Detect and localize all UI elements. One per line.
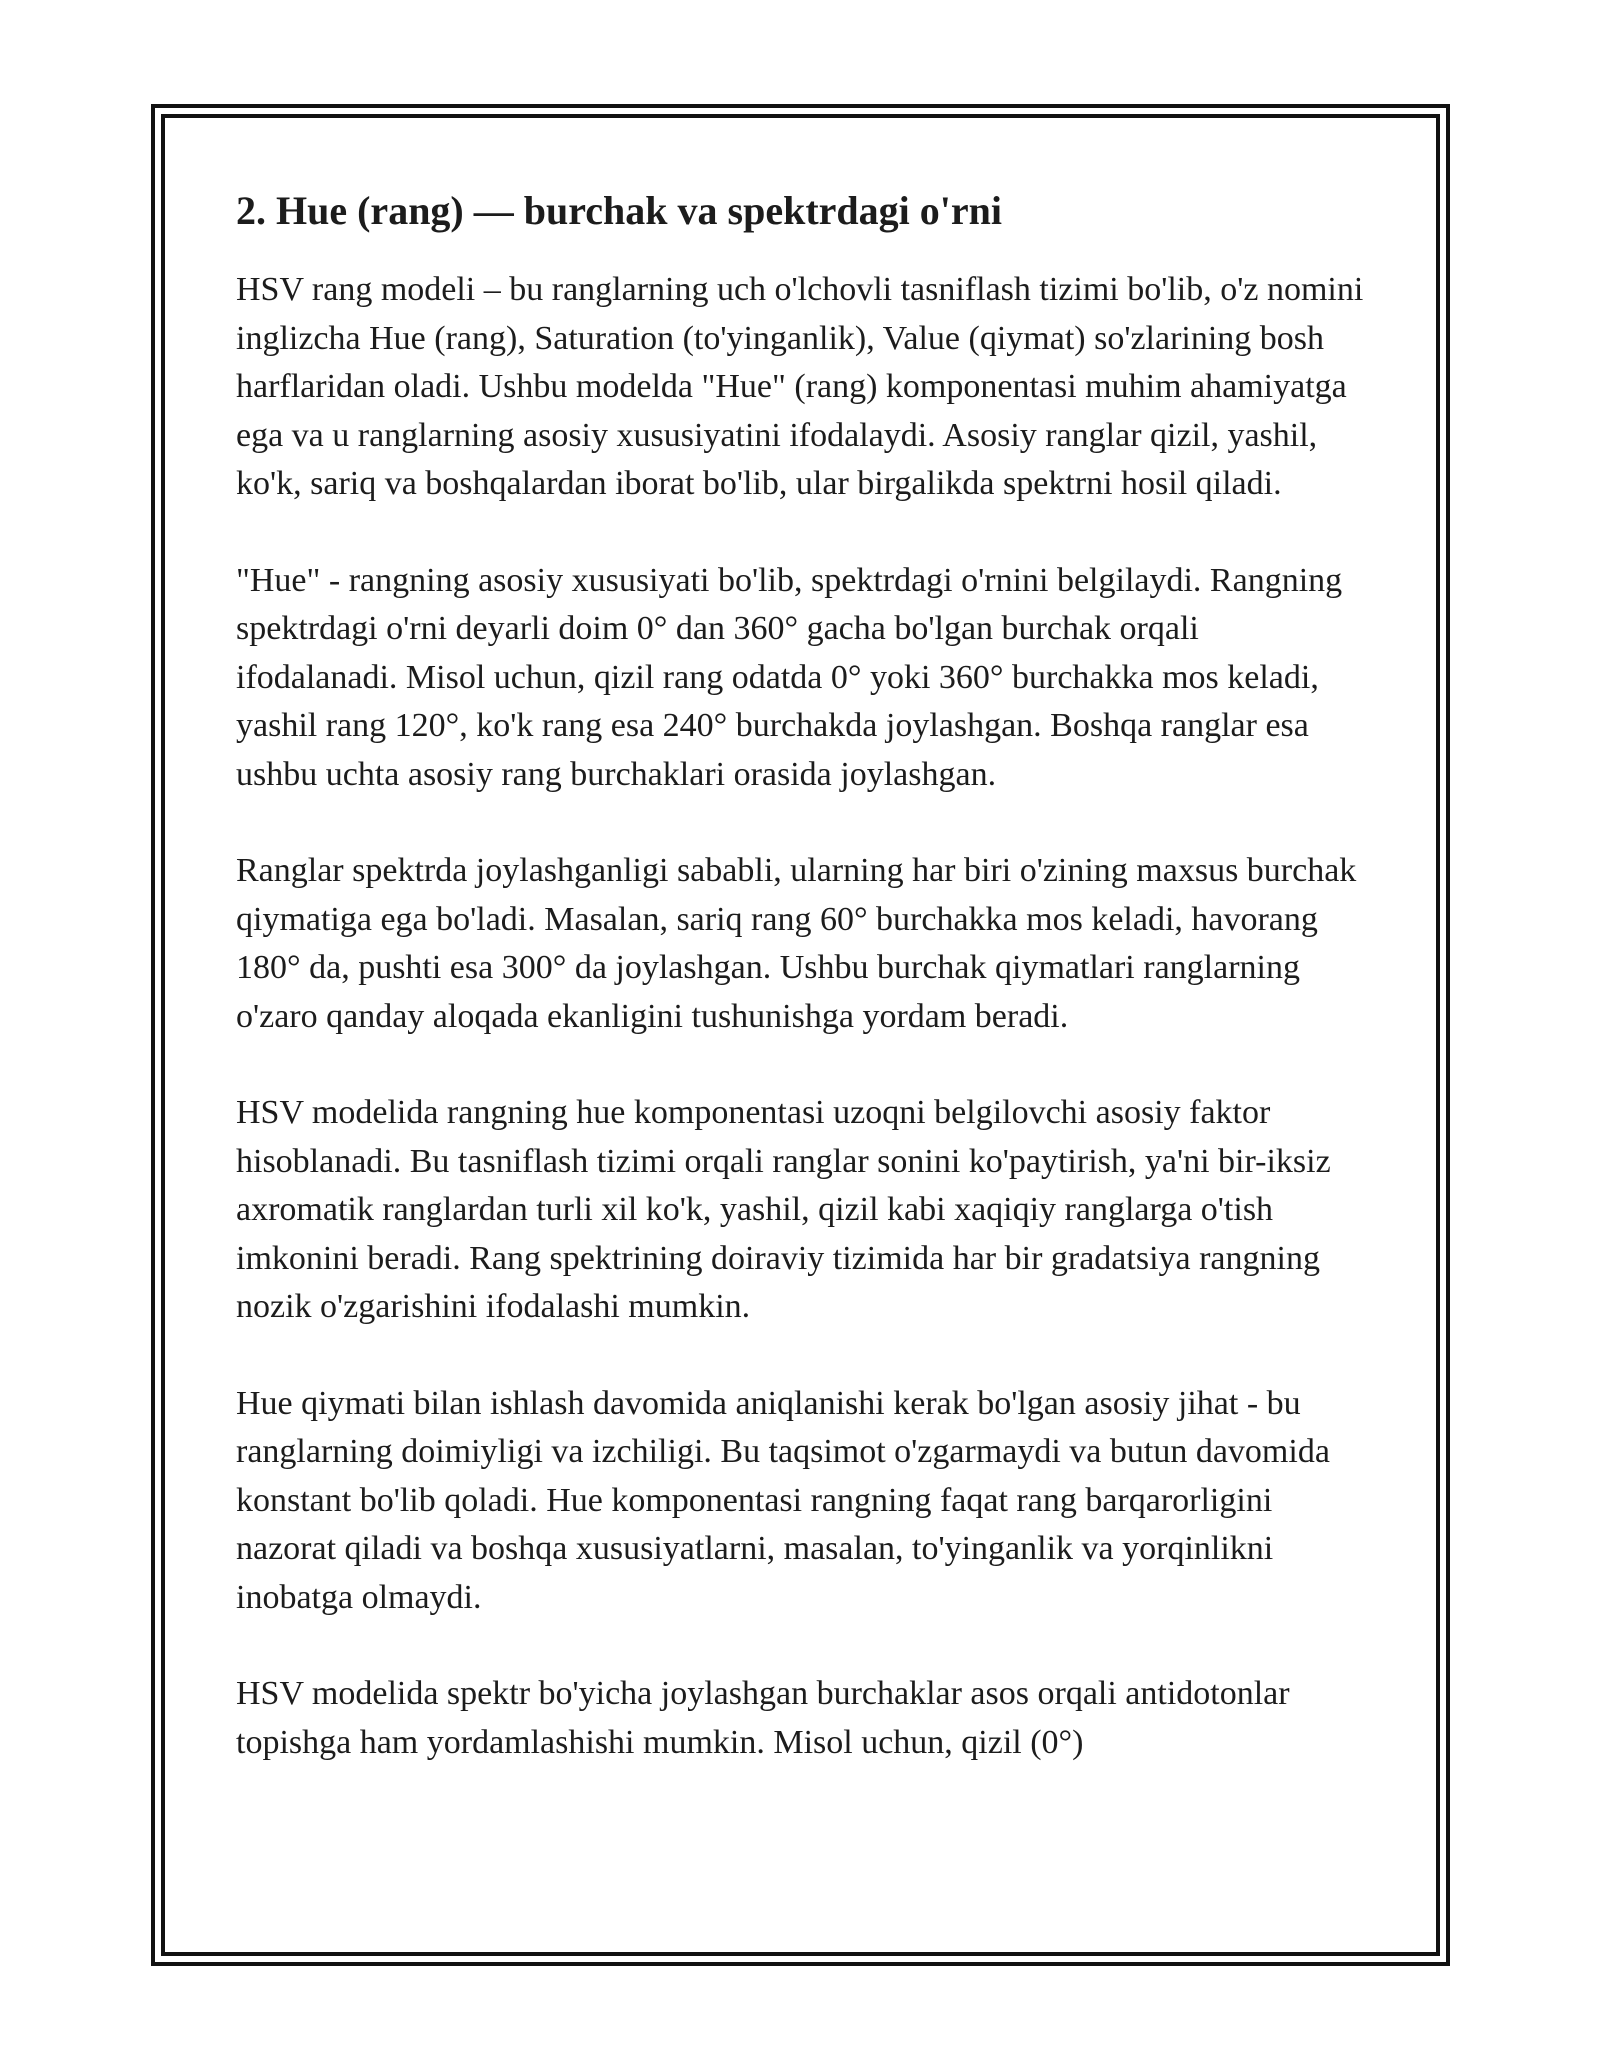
section-heading: 2. Hue (rang) — burchak va spektrdagi o'rni (236, 188, 1002, 233)
paragraph-6: HSV modelida spektr bo'yicha joylashgan burchaklar asos orqali antidotonlar topishga ham yordamlashishi mumkin. Misol uchun, qizil (0°) (236, 1675, 1290, 1761)
paragraph-3: Ranglar spektrda joylashganligi sababli, ularning har biri o'zining maxsus burchak qiymatiga ega bo'ladi. Masalan, sariq rang 60° burchakka mos keladi, havorang 180° da, pushti esa 300° da joylashgan. Ushbu burchak qiymatlari ranglarning o'zaro qanday aloqada ekanligini tushunishga yordam beradi. (236, 852, 1357, 1035)
paragraph-5: Hue qiymati bilan ishlash davomida aniqlanishi kerak bo'lgan asosiy jihat - bu ranglarning doimiyligi va izchiligi. Bu taqsimot o'zgarmaydi va butun davomida konstant bo'lib qoladi. Hue komponentasi rangning faqat rang barqarorligini nazorat qiladi va boshqa xususiyatlarni, masalan, to'yinganlik va yorqinlikni inobatga olmaydi. (236, 1384, 1330, 1616)
paragraph-4: HSV modelida rangning hue komponentasi uzoqni belgilovchi asosiy faktor hisoblanadi. Bu tasniflash tizimi orqali ranglar sonini ko'paytirish, ya'ni bir-iksiz axromatik ranglardan turli xil ko'k, yashil, qizil kabi xaqiqiy ranglarga o'tish imkonini beradi. Rang spektrining doiraviy tizimida har bir gradatsiya rangning nozik o'zgarishini ifodalashi mumkin. (236, 1094, 1331, 1325)
paragraph-1: HSV rang modeli – bu ranglarning uch o'lchovli tasniflash tizimi bo'lib, o'z nomini inglizcha Hue (rang), Saturation (to'yinganlik), Value (qiymat) so'zlarining bosh harflaridan oladi. Ushbu modelda "Hue" (rang) komponentasi muhim ahamiyatga ega va u ranglarning asosiy xususiyatini ifodalaydi. Asosiy ranglar qizil, yashil, ko'k, sariq va boshqalardan iborat bo'lib, ular birgalikda spektrni hosil qiladi. (236, 271, 1364, 502)
document-body (236, 186, 1366, 1815)
paragraph-2: "Hue" - rangning asosiy xususiyati bo'lib, spektrdagi o'rnini belgilaydi. Rangning spektrdagi o'rni deyarli doim 0° dan 360° gacha bo'lgan burchak orqali ifodalanadi. Misol uchun, qizil rang odatda 0° yoki 360° burchakka mos keladi, yashil rang 120°, ko'k rang esa 240° burchakda joylashgan. Boshqa ranglar esa ushbu uchta asosiy rang burchaklari orasida joylashgan. (236, 561, 1343, 793)
